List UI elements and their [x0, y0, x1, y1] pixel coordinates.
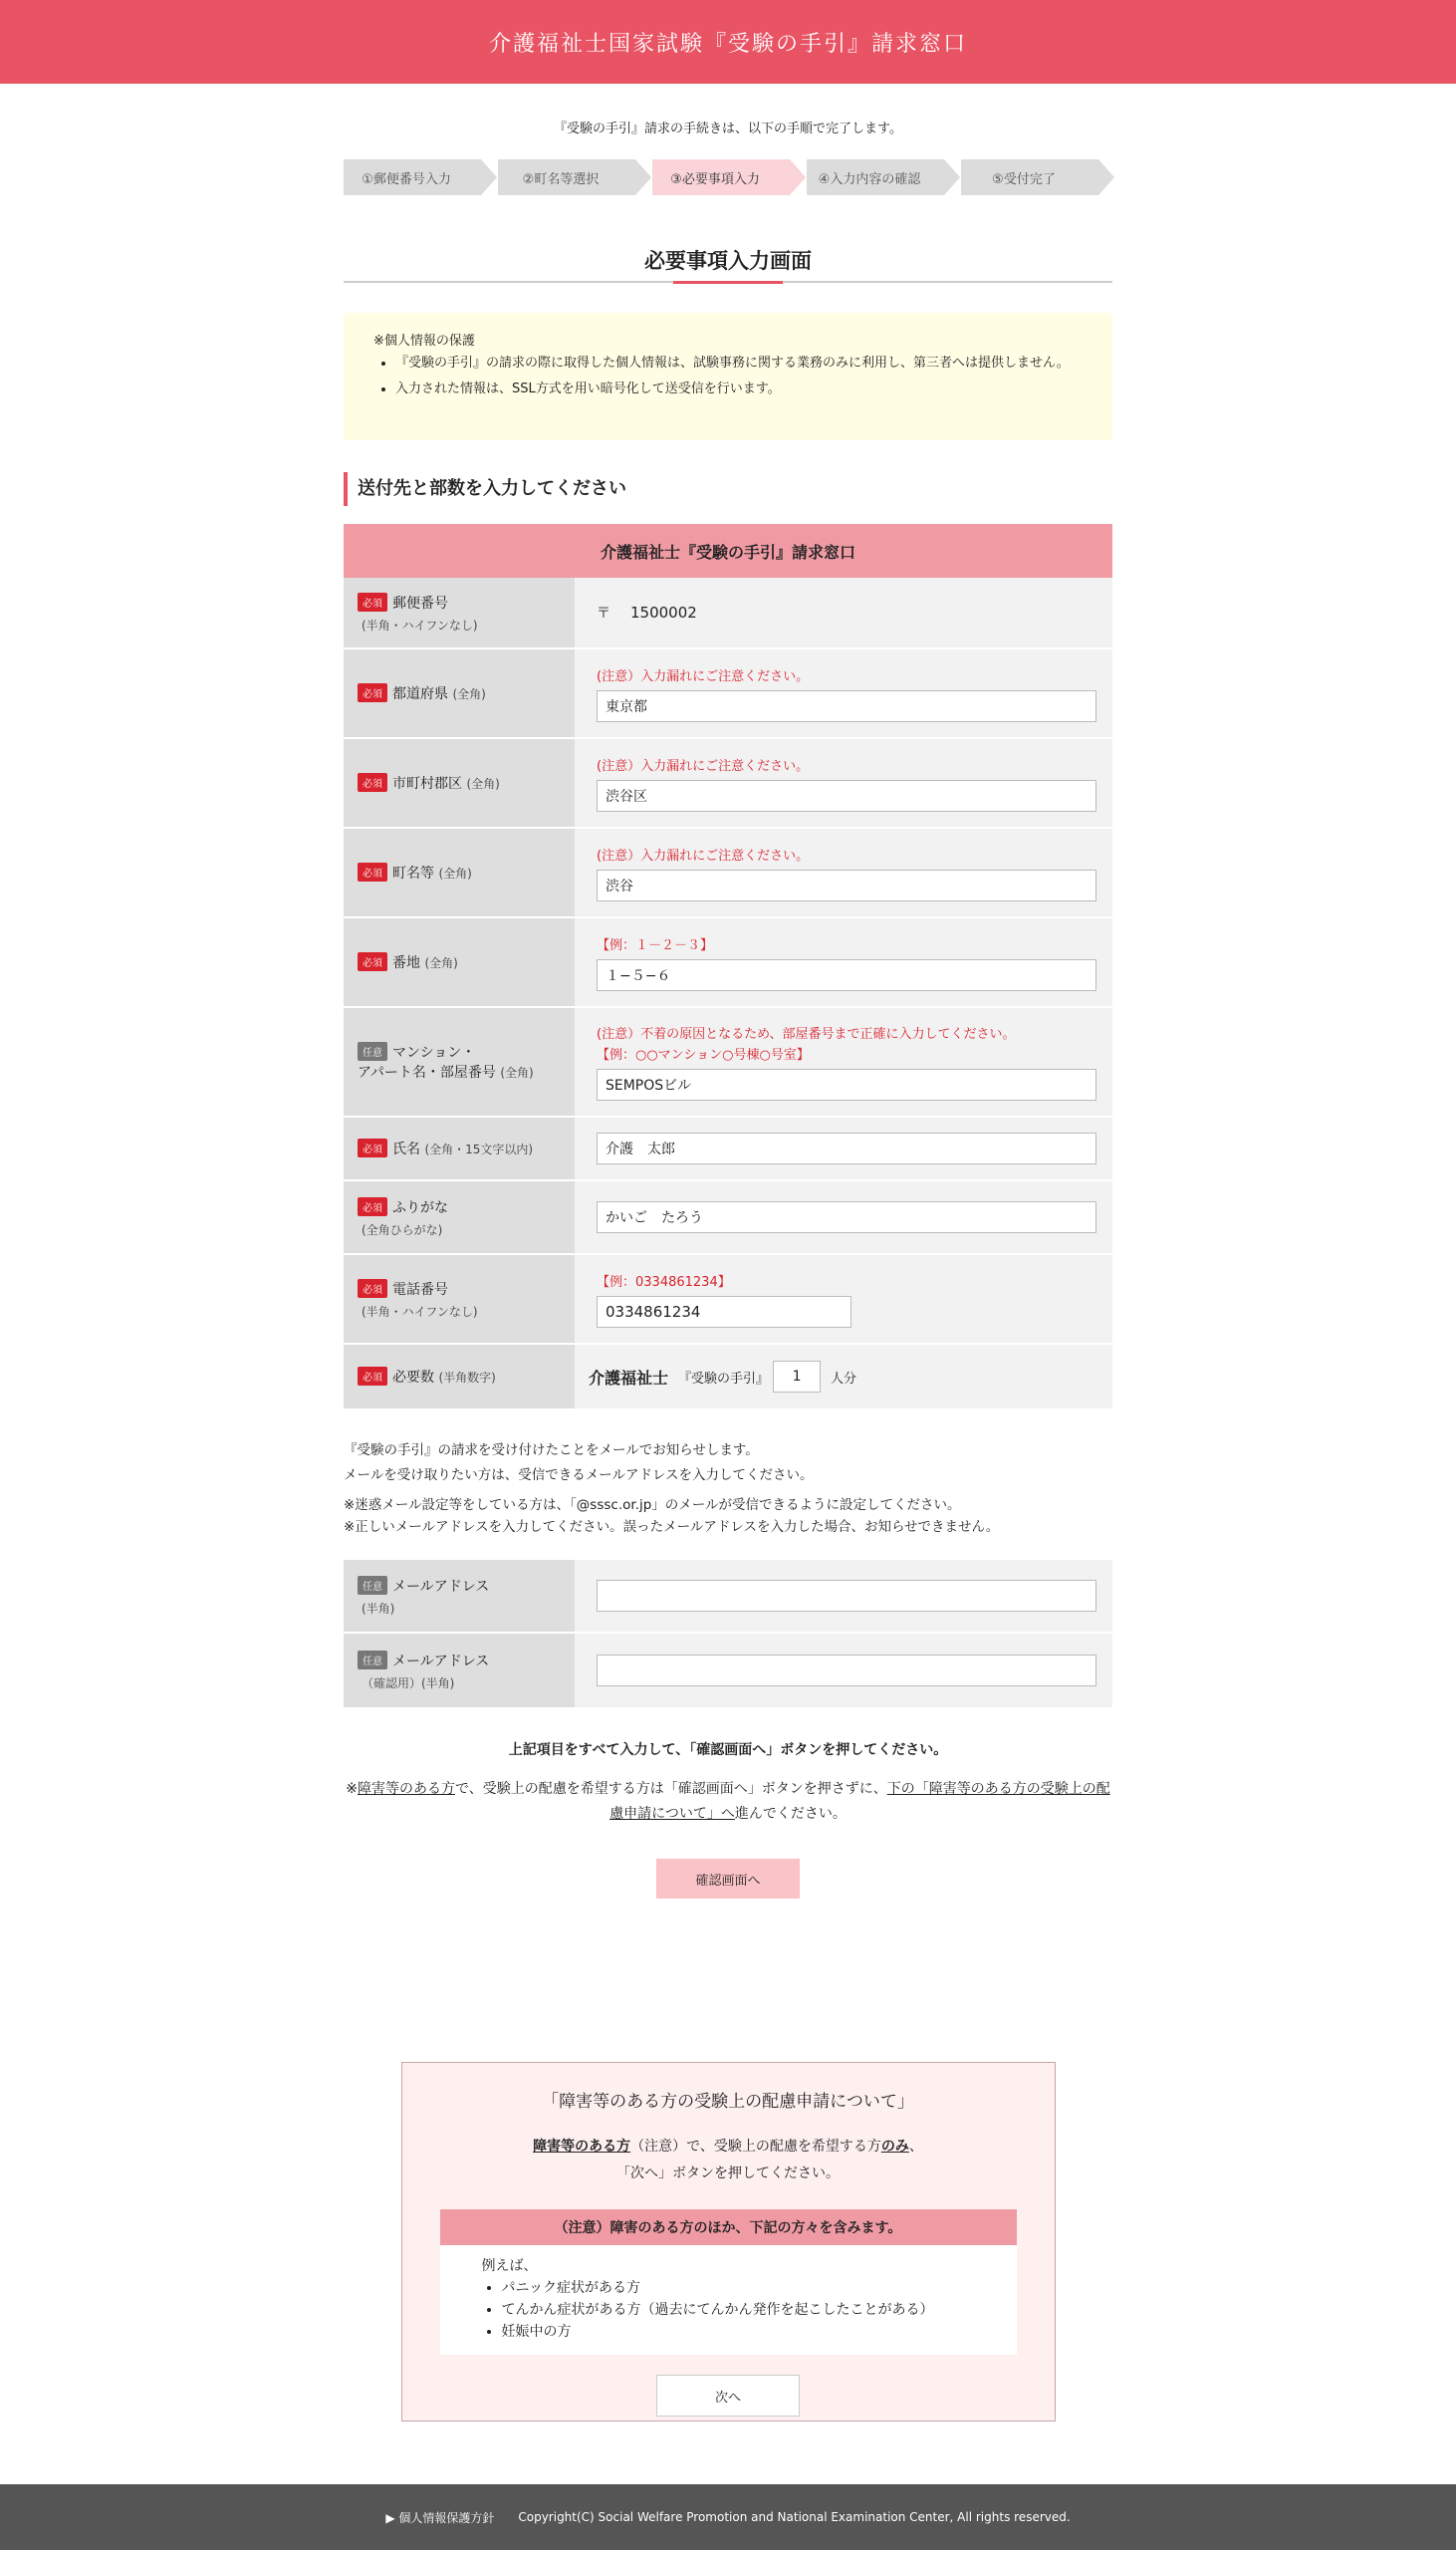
email-note: (半角) — [362, 1601, 395, 1616]
email-info-line: ※正しいメールアドレスを入力してください。誤ったメールアドレスを入力した場合、お知らせできません。 — [344, 1519, 1000, 1535]
required-badge: 必須 — [358, 952, 387, 971]
row-name — [344, 1118, 1112, 1181]
caution-body — [440, 2245, 1017, 2355]
row-banchi — [344, 918, 1112, 1008]
tel-input[interactable]: 0334861234 — [597, 1296, 851, 1328]
kana-note: (全角ひらがな) — [362, 1222, 443, 1237]
disability-note-suffix: 進んでください。 — [734, 1806, 847, 1822]
pref-warning: (注意）入力漏れにご注意ください。 — [597, 668, 810, 684]
step-town: ②町名等選択 — [498, 159, 635, 195]
required-badge: 必須 — [358, 773, 387, 792]
postal-value: 1500002 — [630, 604, 697, 622]
prefecture-input[interactable]: 東京都 — [597, 690, 1096, 722]
building-label-2: アパート名・部屋番号 — [358, 1065, 496, 1081]
email-confirm-note: （確認用）(半角) — [362, 1675, 455, 1690]
tel-note: (半角・ハイフンなし) — [362, 1304, 478, 1319]
copyright-text: Copyright(C) Social Welfare Promotion and National Examination Center, All rights reserved. — [518, 2510, 1071, 2524]
email-form-table — [344, 1560, 1112, 1707]
caution-heading: （注意）障害のある方のほか、下記の方々を含みます。 — [440, 2209, 1017, 2245]
optional-badge: 任意 — [358, 1576, 387, 1595]
count-note: (半角数字) — [438, 1371, 496, 1385]
form-table-header: 介護福祉士『受験の手引』請求窓口 — [344, 524, 1112, 578]
pref-note: (全角) — [452, 687, 486, 701]
row-city — [344, 739, 1112, 829]
caution-item: • パニック症状がある方 — [502, 2277, 987, 2299]
city-note: (全角) — [466, 777, 500, 791]
disability-link[interactable]: 障害等のある方 — [358, 1781, 455, 1797]
required-badge: 必須 — [358, 683, 387, 702]
town-warning: (注意）入力漏れにご注意ください。 — [597, 848, 810, 864]
row-prefecture — [344, 649, 1112, 739]
name-input[interactable]: 介護 太郎 — [597, 1133, 1096, 1164]
page-title: 必要事項入力画面 — [344, 237, 1112, 283]
count-input[interactable]: 1 — [773, 1361, 821, 1393]
building-warning: (注意）不着の原因となるため、部屋番号まで正確に入力してください。 — [597, 1027, 1016, 1042]
section-heading: 送付先と部数を入力してください — [344, 472, 1112, 506]
caution-item: • てんかん症状がある方（過去にてんかん発作を起こしたことがある） — [502, 2299, 987, 2321]
step-confirm: ④入力内容の確認 — [807, 159, 944, 195]
email-info — [344, 1438, 1112, 1538]
email-input[interactable] — [597, 1580, 1096, 1612]
required-badge: 必須 — [358, 1197, 387, 1216]
name-label: 氏名 — [392, 1142, 420, 1157]
privacy-item: • 『受験の手引』の請求の際に取得した個人情報は、試験事務に関する業務のみに利用し、第三者へは提供しません。 — [395, 353, 1083, 375]
required-badge: 必須 — [358, 863, 387, 882]
caution-item: • 妊娠中の方 — [502, 2321, 987, 2343]
accommodation-title: 「障害等のある方の受験上の配慮申請について」 — [542, 2092, 914, 2112]
row-email — [344, 1560, 1112, 1634]
accommodation-desc-end: 、 — [908, 2139, 923, 2155]
row-tel — [344, 1255, 1112, 1345]
town-note: (全角) — [438, 867, 472, 881]
building-label-1: マンション・ — [392, 1045, 476, 1061]
confirm-screen-button[interactable]: 確認画面へ — [656, 1859, 800, 1899]
privacy-item: • 入力された情報は、SSL方式を用い暗号化して送受信を行います。 — [395, 379, 1083, 400]
count-label: 必要数 — [392, 1370, 434, 1386]
site-header — [0, 0, 1456, 84]
site-title: 介護福祉士国家試験『受験の手引』請求窓口 — [488, 31, 967, 57]
request-form-table — [344, 524, 1112, 1408]
accommodation-desc-text: （注意）で、受験上の配慮を希望する方 — [630, 2139, 881, 2155]
privacy-heading: ※個人情報の保護 — [373, 334, 475, 349]
required-badge: 必須 — [358, 593, 387, 612]
building-example: 【例：○○マンション○号棟○号室】 — [597, 1048, 810, 1063]
step-postal: ①郵便番号入力 — [344, 159, 481, 195]
required-badge: 必須 — [358, 1367, 387, 1386]
row-email-confirm — [344, 1634, 1112, 1707]
email-confirm-label: メールアドレス — [392, 1653, 490, 1669]
accommodation-link[interactable]: 障害等のある方 — [533, 2139, 631, 2155]
next-button[interactable]: 次へ — [656, 2375, 800, 2417]
city-input[interactable]: 渋谷区 — [597, 780, 1096, 812]
building-note: (全角) — [500, 1066, 534, 1080]
main-content — [344, 118, 1112, 2422]
building-input[interactable]: SEMPOSビル — [597, 1069, 1096, 1101]
disability-note-text: で、受験上の配慮を希望する方は「確認画面へ」ボタンを押さずに、 — [455, 1781, 887, 1797]
accommodation-only: のみ — [880, 2139, 909, 2155]
row-building — [344, 1008, 1112, 1118]
row-town — [344, 829, 1112, 918]
row-kana — [344, 1181, 1112, 1255]
name-note: (全角・15文字以内) — [424, 1143, 534, 1156]
email-info-line: 『受験の手引』の請求を受け付けたことをメールでお知らせします。 — [344, 1442, 759, 1458]
city-warning: (注意）入力漏れにご注意ください。 — [597, 758, 810, 774]
confirm-instruction: 上記項目をすべて入力して、「確認画面へ」ボタンを押してください。 — [508, 1742, 948, 1758]
privacy-policy-link[interactable]: ▶ 個人情報保護方針 — [385, 2510, 495, 2525]
caution-intro: 例えば、 — [481, 2258, 538, 2274]
intro-text: 『受験の手引』請求の手続きは、以下の手順で完了します。 — [554, 122, 902, 136]
email-info-line: ※迷惑メール設定等をしている方は、「@sssc.or.jp」のメールが受信できるように設定してください。 — [344, 1497, 961, 1513]
progress-steps — [344, 159, 1112, 197]
row-count — [344, 1345, 1112, 1408]
count-qualification: 介護福祉士 — [589, 1368, 669, 1388]
accommodation-desc-line2: 「次へ」ボタンを押してください。 — [616, 2166, 840, 2181]
email-label: メールアドレス — [392, 1578, 490, 1595]
count-suffix: 人分 — [831, 1371, 857, 1387]
city-label: 市町村郡区 — [392, 776, 462, 792]
town-input[interactable]: 渋谷 — [597, 870, 1096, 901]
postal-note: (半角・ハイフンなし) — [362, 618, 478, 633]
banchi-example: 【例：１－２－３】 — [597, 937, 714, 953]
banchi-label: 番地 — [392, 955, 420, 971]
row-postal — [344, 578, 1112, 649]
privacy-notice — [344, 313, 1112, 440]
accommodation-desc — [440, 2134, 1017, 2187]
tel-example: 【例：0334861234】 — [597, 1274, 731, 1290]
pref-label: 都道府県 — [392, 686, 448, 702]
disability-note — [344, 1777, 1112, 1827]
kana-label: ふりがな — [392, 1199, 448, 1216]
postal-prefix: 〒 — [597, 606, 610, 622]
email-confirm-input[interactable] — [597, 1655, 1096, 1686]
accommodation-box — [401, 2062, 1056, 2422]
step-complete: ⑤受付完了 — [961, 159, 1098, 195]
postal-label: 郵便番号 — [392, 595, 448, 612]
banchi-note: (全角) — [424, 956, 458, 970]
disability-note-prefix: ※ — [346, 1781, 358, 1797]
email-info-line: メールを受け取りたい方は、受信できるメールアドレスを入力してください。 — [344, 1467, 814, 1483]
site-footer — [0, 2484, 1456, 2550]
count-text: 『受験の手引』 — [678, 1371, 770, 1387]
accommodation-section-link[interactable]: 下の「障害等のある方の受験上の配慮申請について」へ — [609, 1781, 1110, 1822]
tel-label: 電話番号 — [392, 1281, 448, 1298]
caution-box — [440, 2209, 1017, 2355]
banchi-input[interactable]: １−５−６ — [597, 959, 1096, 991]
kana-input[interactable]: かいご たろう — [597, 1201, 1096, 1233]
town-label: 町名等 — [392, 866, 434, 882]
optional-badge: 任意 — [358, 1042, 387, 1061]
step-input-current: ③必要事項入力 — [652, 159, 790, 195]
required-badge: 必須 — [358, 1279, 387, 1298]
required-badge: 必須 — [358, 1139, 387, 1157]
optional-badge: 任意 — [358, 1651, 387, 1669]
